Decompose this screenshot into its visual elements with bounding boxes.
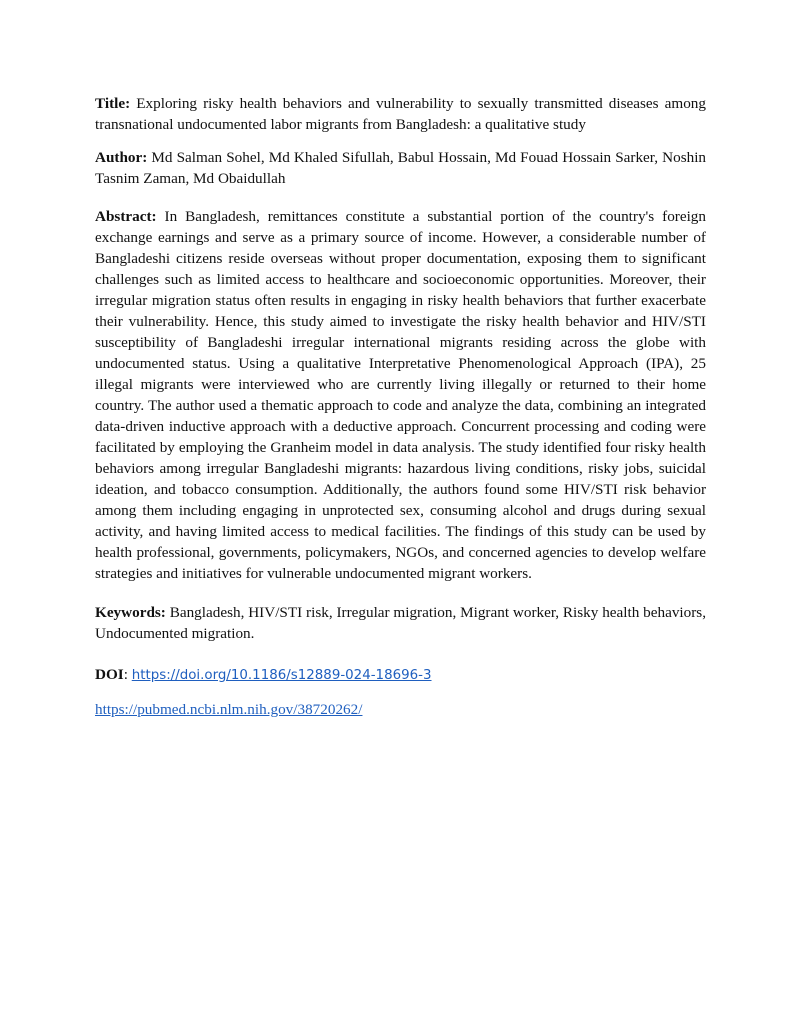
doi-label: DOI: [95, 666, 124, 683]
author-paragraph: [95, 147, 706, 189]
author-label: Author:: [95, 149, 148, 166]
title-text: Exploring risky health behaviors and vulnerability to sexually transmitted diseases among transnational undocumented labor migrants from Bangladesh: a qualitative study: [95, 95, 706, 133]
pubmed-link[interactable]: https://pubmed.ncbi.nlm.nih.gov/38720262/: [95, 701, 363, 718]
title-label: Title:: [95, 95, 131, 112]
keywords-label: Keywords:: [95, 604, 166, 621]
doi-separator: :: [123, 666, 132, 683]
pubmed-paragraph: [95, 699, 706, 720]
doi-link[interactable]: https://doi.org/10.1186/s12889-024-18696-3: [131, 668, 432, 683]
abstract-paragraph: [95, 206, 706, 584]
keywords-text: Bangladesh, HIV/STI risk, Irregular migration, Migrant worker, Risky health behaviors, Undocumented migration.: [95, 604, 706, 642]
abstract-text: In Bangladesh, remittances constitute a substantial portion of the country's foreign exchange earnings and serve as a primary source of income. However, a considerable number of Bangladeshi citizens reside overseas without proper documentation, exposing them to significant challenges such as limited access to healthcare and socioeconomic opportunities. Moreover, their irregular migration status often results in engaging in risky health behaviors that further exacerbate their vulnerability. Hence, this study aimed to investigate the risky health behavior and HIV/STI susceptibility of Bangladeshi irregular international migrants residing across the globe with undocumented status. Using a qualitative Interpretative Phenomenological Approach (IPA), 25 illegal migrants were interviewed who are currently living illegally or returned to their home country. The author used a thematic approach to code and analyze the data, combining an integrated data-driven inductive approach with a deductive approach. Concurrent processing and coding were facilitated by employing the Granheim model in data analysis. The study identified four risky health behaviors among irregular Bangladeshi migrants: hazardous living conditions, risky jobs, suicidal ideation, and tobacco consumption. Additionally, the authors found some HIV/STI risk behavior among them including engaging in unprotected sex, consuming alcohol and drugs during sexual activity, and having limited access to medical facilities. The findings of this study can be used by health professional, governments, policymakers, NGOs, and concerned agencies to develop welfare strategies and initiatives for vulnerable undocumented migrant workers.: [95, 208, 706, 582]
keywords-paragraph: [95, 602, 706, 644]
title-paragraph: [95, 93, 706, 135]
document-page: [95, 93, 706, 732]
abstract-label: Abstract:: [95, 208, 157, 225]
doi-paragraph: [95, 664, 706, 686]
author-text: Md Salman Sohel, Md Khaled Sifullah, Babul Hossain, Md Fouad Hossain Sarker, Noshin Tasnim Zaman, Md Obaidullah: [95, 149, 707, 187]
